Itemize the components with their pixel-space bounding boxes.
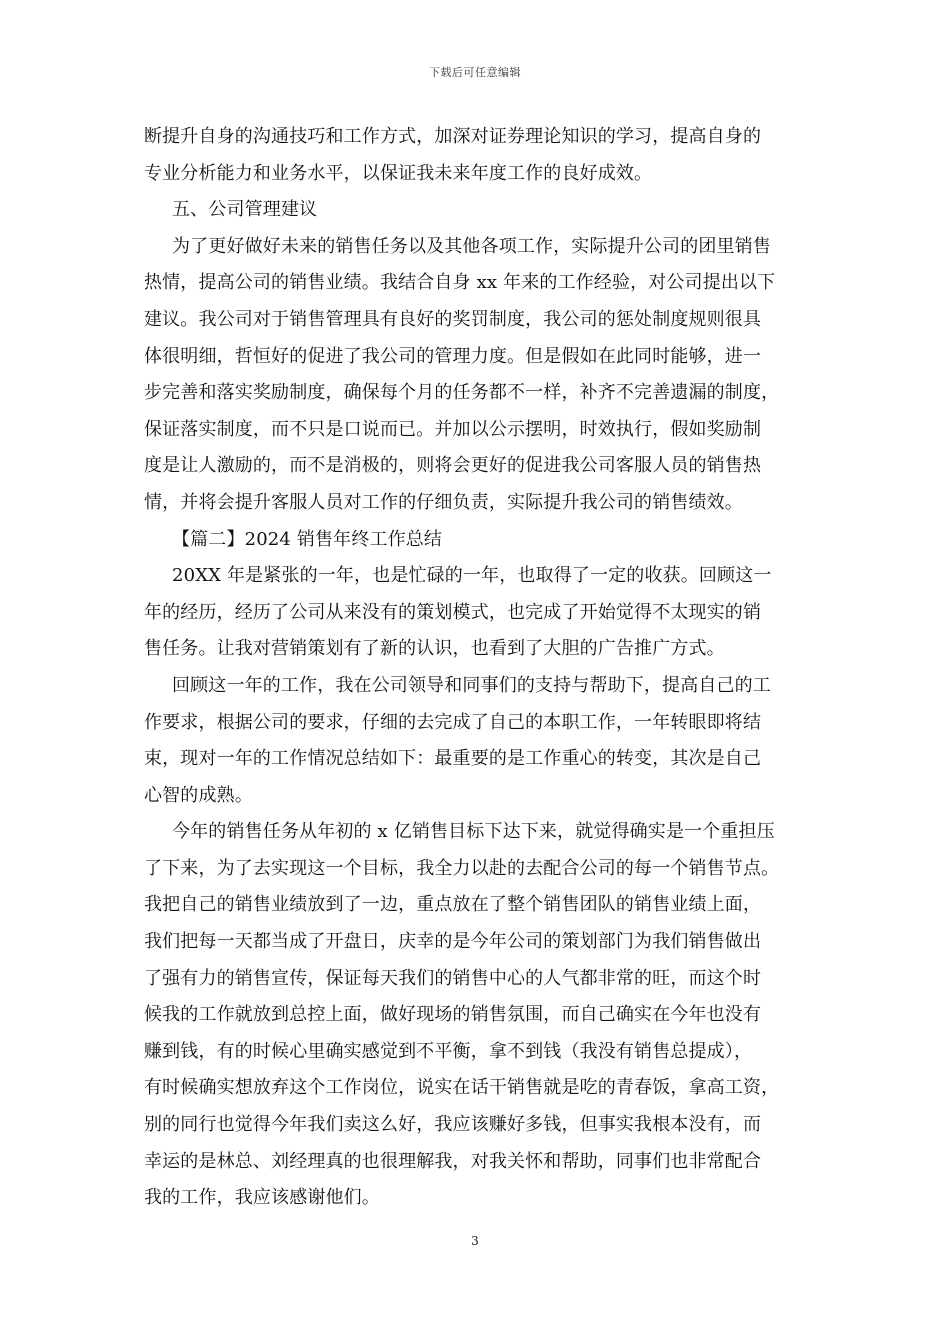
text-line: 售任务。让我对营销策划有了新的认识，也看到了大胆的广告推广方式。	[144, 638, 725, 660]
text-line: 我们把每一天都当成了开盘日，庆幸的是今年公司的策划部门为我们销售做出	[144, 931, 762, 953]
text-line: 专业分析能力和业务水平，以保证我未来年度工作的良好成效。	[144, 162, 653, 184]
text-line: 幸运的是林总、刘经理真的也很理解我，对我关怀和帮助，同事们也非常配合	[144, 1150, 762, 1172]
text-line: 20XX 年是紧张的一年，也是忙碌的一年，也取得了一定的收获。回顾这一	[172, 565, 772, 587]
text-line: 作要求，根据公司的要求，仔细的去完成了自己的本职工作，一年转眼即将结	[144, 711, 762, 733]
text-line: 回顾这一年的工作，我在公司领导和同事们的支持与帮助下，提高自己的工	[172, 674, 771, 696]
section-heading: 【篇二】2024 销售年终工作总结	[172, 528, 443, 550]
text-line: 建议。我公司对于销售管理具有良好的奖罚制度，我公司的惩处制度规则很具	[144, 308, 762, 330]
text-line: 体很明细，哲恒好的促进了我公司的管理力度。但是假如在此同时能够，进一	[144, 345, 762, 367]
text-line: 心智的成熟。	[144, 784, 253, 806]
text-line: 步完善和落实奖励制度，确保每个月的任务都不一样，补齐不完善遗漏的制度，	[144, 382, 780, 404]
text-line: 保证落实制度，而不只是口说而已。并加以公示摆明，时效执行，假如奖励制	[144, 418, 762, 440]
text-line: 候我的工作就放到总控上面，做好现场的销售氛围，而自己确实在今年也没有	[144, 1004, 762, 1026]
text-line: 了下来，为了去实现这一个目标，我全力以赴的去配合公司的每一个销售节点。	[144, 857, 780, 879]
page-header: 下载后可任意编辑	[429, 66, 521, 79]
text-line: 年的经历，经历了公司从来没有的策划模式，也完成了开始觉得不太现实的销	[144, 601, 762, 623]
text-line: 我的工作，我应该感谢他们。	[144, 1187, 380, 1209]
text-line: 束，现对一年的工作情况总结如下：最重要的是工作重心的转变，其次是自己	[144, 748, 762, 770]
text-line: 我把自己的销售业绩放到了一边，重点放在了整个销售团队的销售业绩上面，	[144, 894, 762, 916]
text-line: 别的同行也觉得今年我们卖这么好，我应该赚好多钱，但事实我根本没有，而	[144, 1114, 762, 1136]
text-line: 为了更好做好未来的销售任务以及其他各项工作，实际提升公司的团里销售	[172, 235, 771, 257]
text-line: 赚到钱，有的时候心里确实感觉到不平衡，拿不到钱（我没有销售总提成），	[144, 1040, 753, 1062]
page-number: 3	[471, 1234, 479, 1248]
text-line: 度是让人激励的，而不是消极的，则将会更好的促进我公司客服人员的销售热	[144, 455, 762, 477]
text-line: 了强有力的销售宣传，保证每天我们的销售中心的人气都非常的旺，而这个时	[144, 967, 762, 989]
text-line: 情，并将会提升客服人员对工作的仔细负责，实际提升我公司的销售绩效。	[144, 491, 743, 513]
text-line: 有时候确实想放弃这个工作岗位，说实在话干销售就是吃的青春饭，拿高工资，	[144, 1077, 780, 1099]
section-heading: 五、公司管理建议	[172, 199, 318, 221]
text-line: 热情，提高公司的销售业绩。我结合自身 xx 年来的工作经验，对公司提出以下	[144, 272, 776, 294]
text-line: 断提升自身的沟通技巧和工作方式，加深对证券理论知识的学习，提高自身的	[144, 126, 762, 147]
document-body	[144, 119, 809, 1217]
text-line: 今年的销售任务从年初的 x 亿销售目标下达下来，就觉得确实是一个重担压	[172, 821, 775, 843]
